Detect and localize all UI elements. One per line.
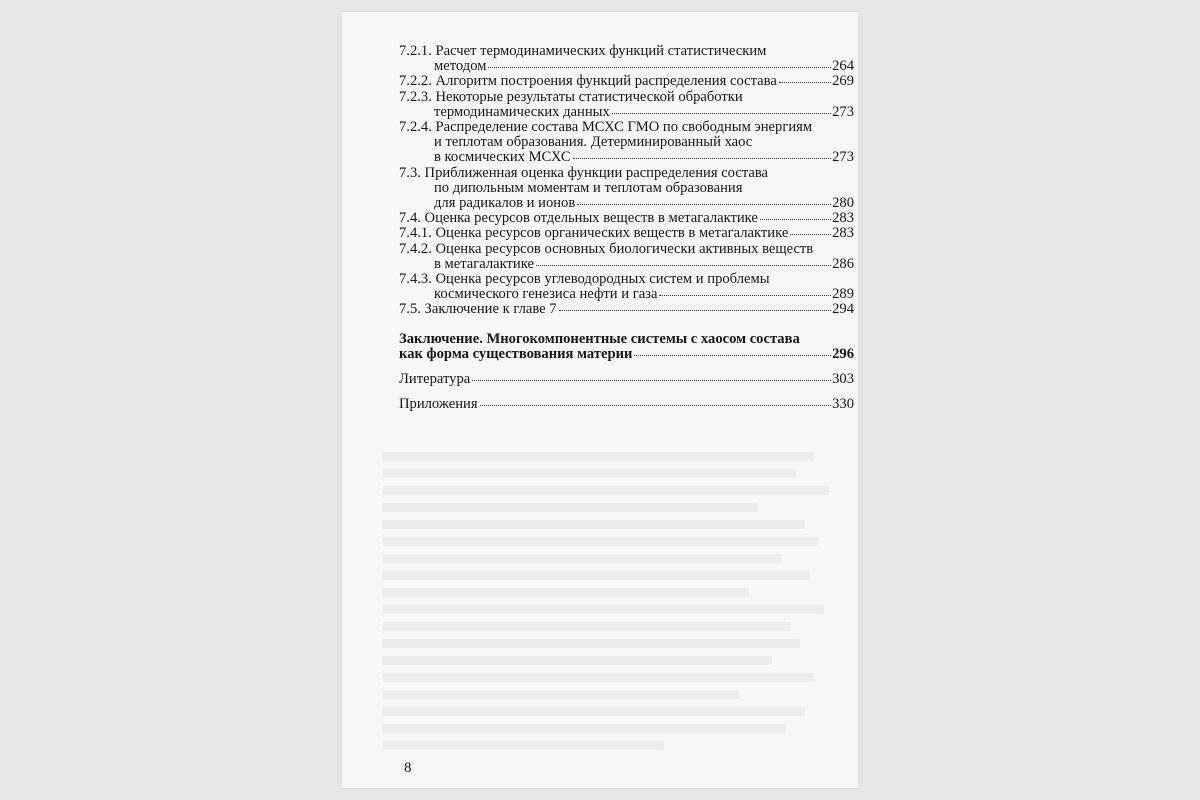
toc-page-number: 283 (832, 225, 854, 242)
toc-page-number: 273 (832, 149, 854, 166)
dot-leader (536, 265, 831, 266)
toc-entry-7-2-2[interactable]: 7.2.2. Алгоритм построения функций распределения состава 269 (399, 73, 854, 90)
toc-entry-7-4-1[interactable]: 7.4.1. Оценка ресурсов органических веществ в метагалактике 283 (399, 225, 854, 242)
table-of-contents (399, 44, 854, 412)
dot-leader (779, 82, 831, 83)
dot-leader (472, 380, 831, 381)
toc-page-number: 303 (832, 371, 854, 388)
dot-leader (573, 158, 831, 159)
toc-entry-7-2-4[interactable]: 7.2.4. Распределение состава МСХС ГМО по свободным энергиям и теплотам образования. Детерминированный хаос в космических МСХС 273 (399, 119, 854, 166)
page-number: 8 (404, 760, 412, 776)
toc-entry-7-3[interactable]: 7.3. Приближенная оценка функции распределения состава по дипольным моментам и теплотам образования для радикалов и ионов 280 (399, 164, 854, 212)
toc-entry-conclusion[interactable]: Заключение. Многокомпонентные системы с хаосом состава как форма существования материи 296 (399, 330, 854, 362)
toc-entry-7-2-1[interactable]: 7.2.1. Расчет термодинамических функций статистическим методом 264 (399, 43, 854, 75)
dot-leader (612, 113, 831, 114)
dot-leader (577, 204, 831, 205)
toc-entry-7-4[interactable]: 7.4. Оценка ресурсов отдельных веществ в метагалактике 283 (399, 210, 854, 227)
toc-entry-7-2-3[interactable]: 7.2.3. Некоторые результаты статистической обработки термодинамических данных 273 (399, 88, 854, 120)
dot-leader (488, 67, 831, 68)
toc-page-number: 330 (832, 396, 854, 413)
dot-leader (559, 310, 832, 311)
toc-entry-7-5[interactable]: 7.5. Заключение к главе 7 294 (399, 301, 854, 318)
toc-entry-7-4-2[interactable]: 7.4.2. Оценка ресурсов основных биологически активных веществ в метагалактике 286 (399, 240, 854, 272)
toc-page-number: 264 (832, 58, 854, 75)
toc-page-number: 273 (832, 103, 854, 120)
toc-page-number: 289 (832, 286, 854, 303)
show-through-text (382, 452, 852, 758)
toc-page-number: 269 (832, 73, 854, 90)
dot-leader (480, 405, 832, 406)
toc-entry-appendix[interactable]: Приложения 330 (399, 396, 854, 413)
toc-page-number: 280 (832, 195, 854, 212)
toc-entry-7-4-3[interactable]: 7.4.3. Оценка ресурсов углеводородных систем и проблемы космического генезиса нефти и газа 289 (399, 271, 854, 303)
toc-entry-literature[interactable]: Литература 303 (399, 371, 854, 388)
dot-leader (760, 219, 831, 220)
dot-leader (790, 234, 831, 235)
dot-leader (659, 295, 831, 296)
toc-page-number: 286 (832, 255, 854, 272)
toc-page-number: 294 (832, 301, 854, 318)
dot-leader (634, 355, 831, 356)
book-page (342, 12, 858, 788)
toc-page-number: 283 (832, 210, 854, 227)
toc-page-number: 296 (832, 345, 854, 362)
